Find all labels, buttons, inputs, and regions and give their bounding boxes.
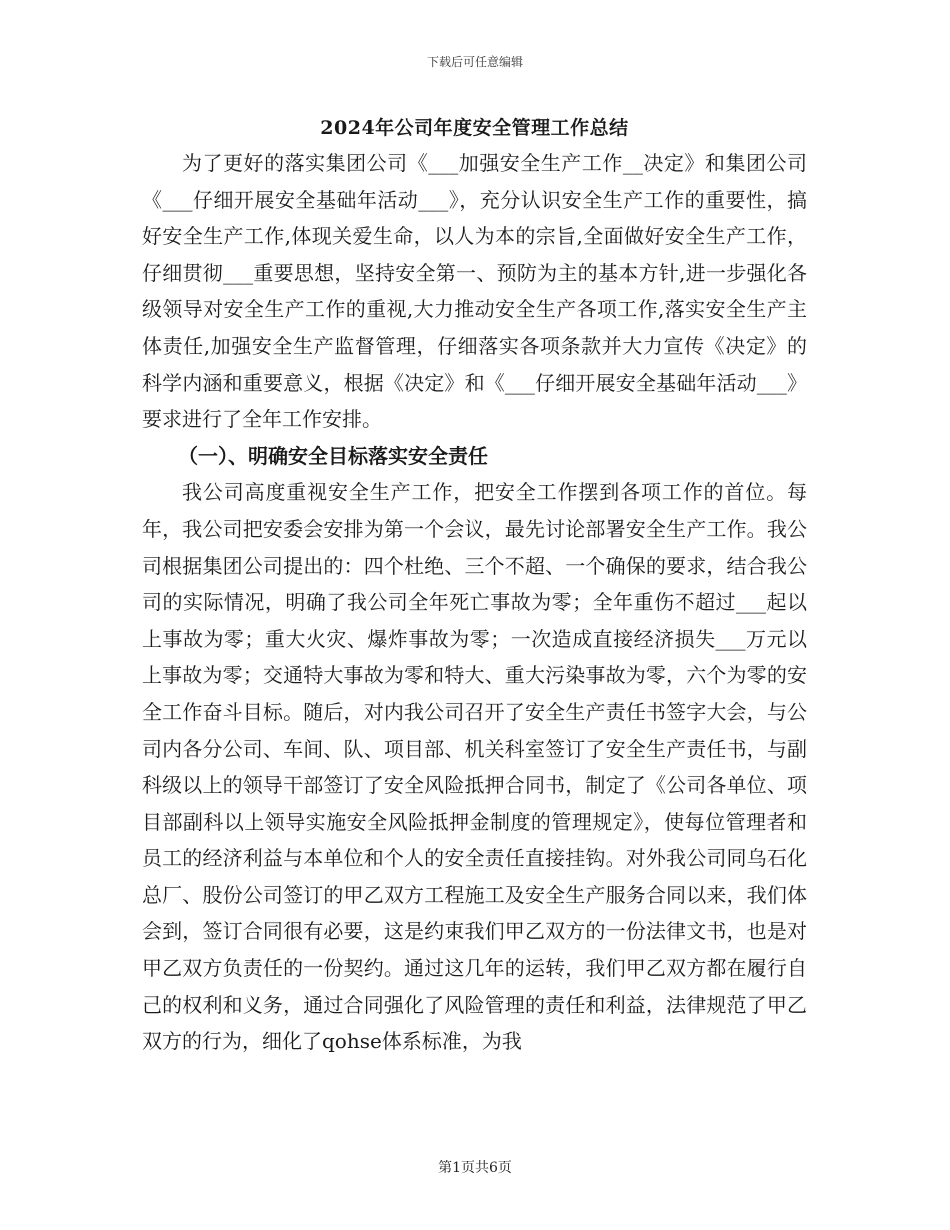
- document-title: 2024年公司年度安全管理工作总结: [320, 117, 629, 139]
- page-indicator: 第1页共6页: [438, 1160, 512, 1176]
- intro-paragraph: 为了更好的落实集团公司《___加强安全生产工作__决定》和集团公司《___仔细开展安全基础年活动___》，充分认识安全生产工作的重要性，搞好安全生产工作,体现关爱生命，以人为本的宗旨,全面做好安全生产工作，仔细贯彻___重要思想，坚持安全第一、预防为主的基本方针,进一步强化各级领导对安全生产工作的重视,大力推动安全生产各项工作,落实安全生产主体责任,加强安全生产监督管理，仔细落实各项条款并大力宣传《决定》的科学内涵和重要意义，根据《决定》和《___仔细开展安全基础年活动___》要求进行了全年工作安排。: [142, 151, 807, 432]
- section-paragraph: 我公司高度重视安全生产工作，把安全工作摆到各项工作的首位。每年，我公司把安委会安排为第一个会议，最先讨论部署安全生产工作。我公司根据集团公司提出的：四个杜绝、三个不超、一个确保的要求，结合我公司的实际情况，明确了我公司全年死亡事故为零；全年重伤不超过___起以上事故为零；重大火灾、爆炸事故为零；一次造成直接经济损失___万元以上事故为零；交通特大事故为零和特大、重大污染事故为零，六个为零的安全工作奋斗目标。随后，对内我公司召开了安全生产责任书签字大会，与公司内各分公司、车间、队、项目部、机关科室签订了安全生产责任书，与副科级以上的领导干部签订了安全风险抵押合同书，制定了《公司各单位、项目部副科以上领导实施安全风险抵押金制度的管理规定》，使每位管理者和员工的经济利益与本单位和个人的安全责任直接挂钩。对外我公司同乌石化总厂、股份公司签订的甲乙双方工程施工及安全生产服务合同以来，我们体会到，签订合同很有必要，这是约束我们甲乙双方的一份法律文书，也是对甲乙双方负责任的一份契约。通过这几年的运转，我们甲乙双方都在履行自己的权利和义务，通过合同强化了风险管理的责任和利益，法律规范了甲乙双方的行为，细化了qohse体系标准，为我: [142, 480, 807, 1054]
- section-heading: （一）、明确安全目标落实安全责任: [178, 443, 488, 468]
- header-note: 下载后可任意编辑: [426, 55, 523, 69]
- document-body: [142, 111, 807, 1060]
